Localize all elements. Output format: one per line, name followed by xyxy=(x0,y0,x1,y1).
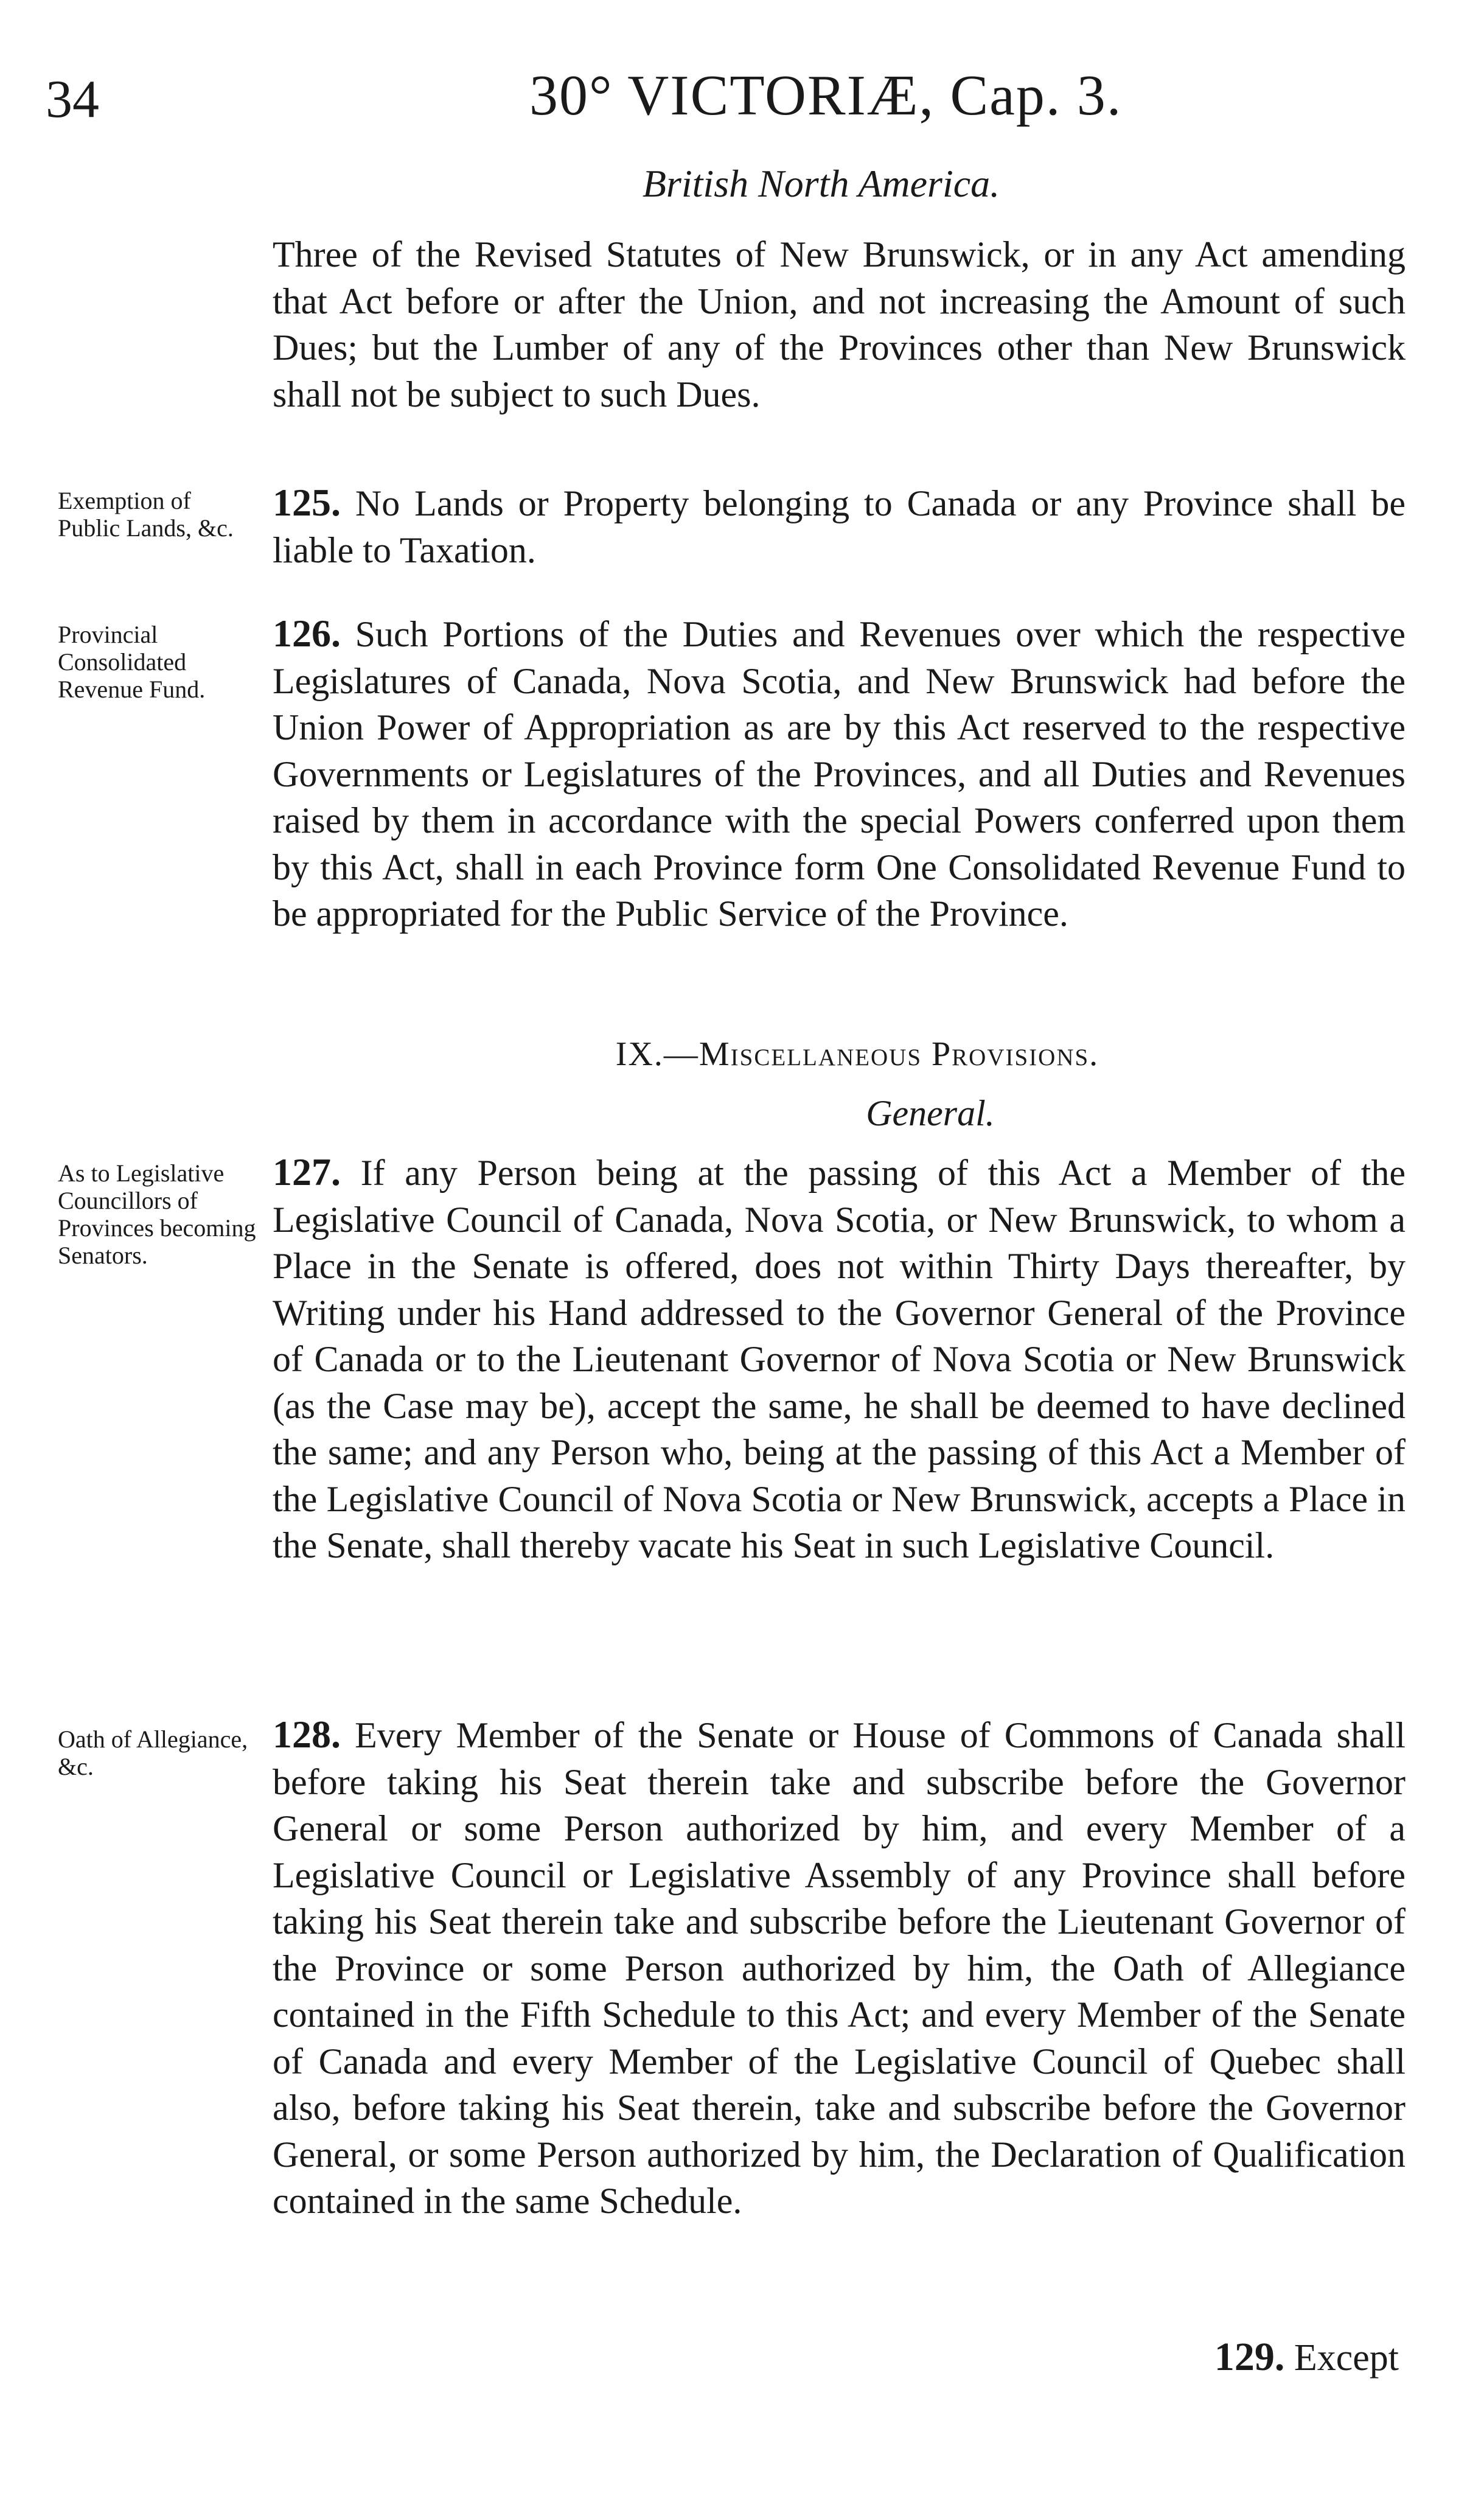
part-heading xyxy=(273,1035,1406,1074)
section-number: 126. xyxy=(273,612,341,655)
section-text: Every Member of the Senate or House of Commons of Canada shall before taking his Seat therein take and subscribe before the Governor General or some Person authorized by him, and every Member of a Legislative Council or Legislative Assembly of any Province shall before taking his Seat therein take and subscribe before the Lieutenant Governor of the Province or some Person authorized by him, the Oath of Allegiance contained in the Fifth Schedule to this Act; and every Member of the Senate of Canada and every Member of the Legislative Council of Quebec shall also, before taking his Seat therein, take and subscribe before the Governor General, or some Person authorized by him, the Declaration of Qualification contained in the same Schedule. xyxy=(273,1715,1406,2221)
margin-note-128: Oath of Allegiance, &c. xyxy=(58,1725,248,1780)
catchword-word: Except xyxy=(1294,2337,1399,2379)
continuation-paragraph: Three of the Revised Statutes of New Brunswick, or in any Act amending that Act before or after the Union, and not increasing the Amount of such Dues; but the Lumber of any of the Provinces other than New Brunswick shall not be subject to such Dues. xyxy=(273,234,1406,414)
section-125 xyxy=(273,480,1406,573)
margin-note-126: Provincial Consolidated Revenue Fund. xyxy=(58,621,206,703)
section-128 xyxy=(273,1711,1406,2225)
section-127 xyxy=(273,1149,1406,1569)
catchword-number: 129. xyxy=(1214,2335,1285,2379)
section-126 xyxy=(273,610,1406,937)
running-title: 30° VICTORIÆ, Cap. 3. xyxy=(529,64,1123,127)
section-number: 125. xyxy=(273,481,341,524)
section-text: Such Portions of the Duties and Revenues over which the respective Legislatures of Canada, Nova Scotia, and New Brunswick had before the Union Power of Appropriation as are by this Act reserved to the respective Governments or Legislatures of the Provinces, and all Duties and Revenues raised by them in accordance with the special Powers conferred upon them by this Act, shall in each Province form One Consolidated Revenue Fund to be appropriated for the Public Service of the Province. xyxy=(273,614,1406,934)
page-number: 34 xyxy=(46,70,99,129)
section-number: 127. xyxy=(273,1150,341,1194)
part-subheading: General. xyxy=(866,1093,995,1133)
page-subtitle: British North America. xyxy=(642,162,1000,205)
catchword xyxy=(1214,2334,1399,2380)
margin-note-127: As to Legislative Councillors of Provinces becoming Senators. xyxy=(58,1159,256,1269)
margin-note-125: Exemption of Public Lands, &c. xyxy=(58,487,234,542)
section-number: 128. xyxy=(273,1713,341,1756)
part-heading-text: IX.—Miscellaneous Provisions. xyxy=(615,1035,1099,1073)
section-text: If any Person being at the passing of this Act a Member of the Legislative Council of Canada, Nova Scotia, or New Brunswick, to whom a Place in the Senate is offered, does not within Thirty Days thereafter, by Writing under his Hand addressed to the Governor General of the Province of Canada or to the Lieutenant Governor of Nova Scotia or New Brunswick (as the Case may be), accept the same, he shall be deemed to have declined the same; and any Person who, being at the passing of this Act a Member of the Legislative Council of Nova Scotia or New Brunswick, accepts a Place in the Senate, shall thereby vacate his Seat in such Legislative Council. xyxy=(273,1153,1406,1565)
section-text: No Lands or Property belonging to Canada or any Province shall be liable to Taxation. xyxy=(273,483,1406,570)
